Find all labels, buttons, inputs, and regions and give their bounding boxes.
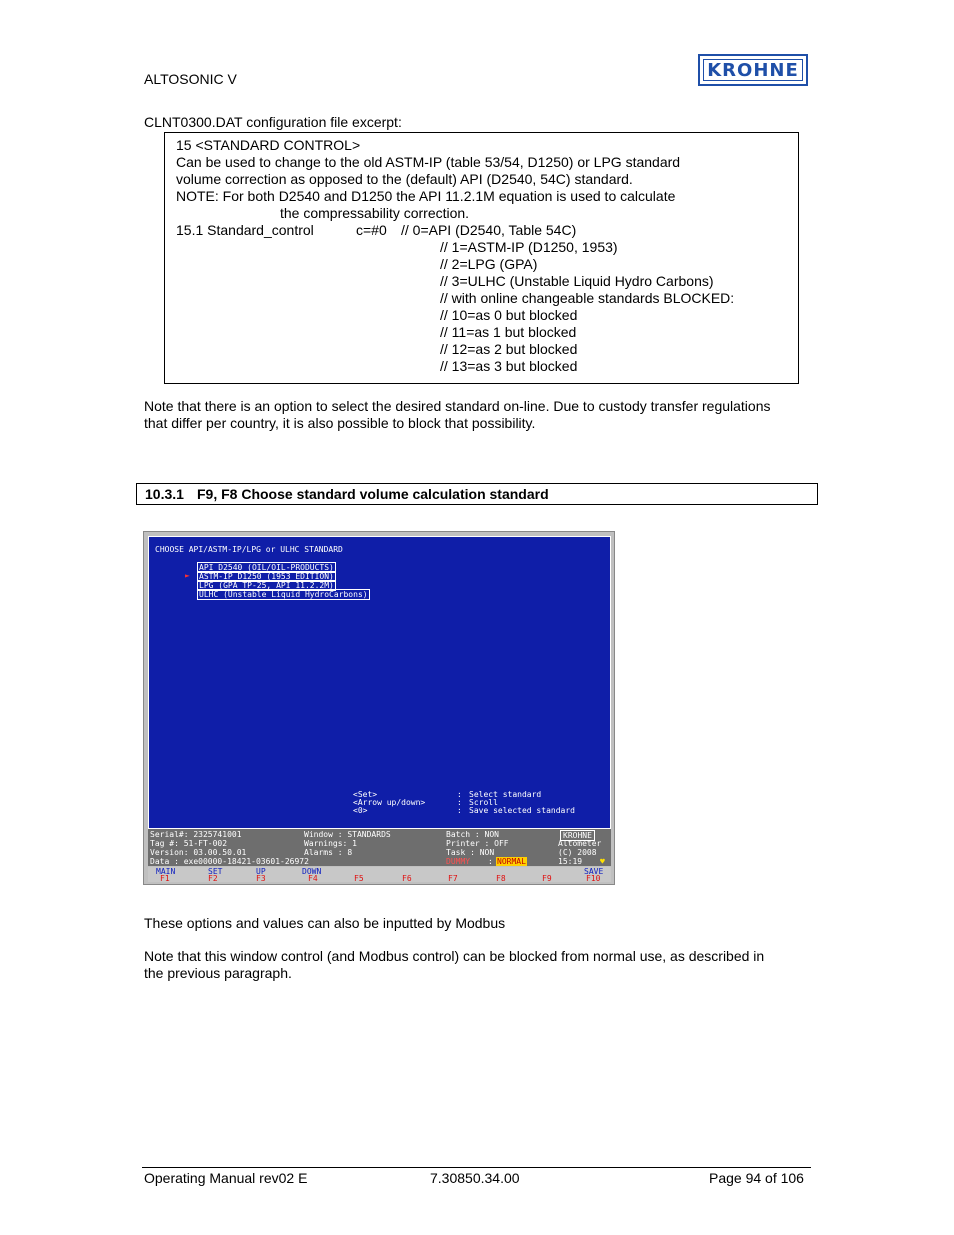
option-ulhc[interactable]: ULHC (Unstable Liquid HydroCarbons) xyxy=(199,590,368,599)
help-sep: : xyxy=(457,790,462,799)
fkey-f8[interactable]: F8 xyxy=(496,874,506,883)
fkey-f10[interactable]: F10 xyxy=(586,874,601,883)
status-alarms: Alarms : 8 xyxy=(304,848,353,857)
config-caption: CLNT0300.DAT configuration file excerpt: xyxy=(144,114,402,130)
status-version: Version: 03.00.50.01 xyxy=(150,848,247,857)
config-line: 15.1 Standard_control xyxy=(176,222,314,238)
selection-marker-icon: ► xyxy=(185,571,190,580)
status-printer: Printer : OFF xyxy=(446,839,509,848)
fkey-f7[interactable]: F7 xyxy=(448,874,458,883)
option-lpg[interactable]: LPG (GPA TP-25, API 11.2.2M) xyxy=(199,581,334,590)
help-key: <0> xyxy=(353,806,368,815)
fkey-f2[interactable]: F2 xyxy=(208,874,218,883)
note-line: the previous paragraph. xyxy=(144,965,292,981)
fkey-label-save[interactable]: SAVE xyxy=(584,867,604,876)
fkey-f4[interactable]: F4 xyxy=(308,874,318,883)
status-time: 15:19 xyxy=(558,857,583,866)
note-line: that differ per country, it is also possible to block that possibility. xyxy=(144,415,536,431)
fkey-f5[interactable]: F5 xyxy=(354,874,364,883)
fkey-label-main[interactable]: MAIN xyxy=(156,867,176,876)
config-line: // 2=LPG (GPA) xyxy=(440,256,538,272)
footer-page: Page 94 of 106 xyxy=(709,1170,804,1186)
help-sep: : xyxy=(457,806,462,815)
note-line: Note that there is an option to select the desired standard on-line. Due to custody transfer regulations xyxy=(144,398,771,414)
app-screenshot xyxy=(143,531,615,885)
config-line: volume correction as opposed to the (default) API (D2540, 54C) standard. xyxy=(176,171,633,187)
status-window: Window : STANDARDS xyxy=(304,830,391,839)
status-warnings: Warnings: 1 xyxy=(304,839,357,848)
config-line: the compressability correction. xyxy=(280,205,470,221)
section-title: F9, F8 Choose standard volume calculation standard xyxy=(197,486,549,502)
krohne-logo-text: KROHNE xyxy=(703,59,803,81)
status-normal-badge: NORMAL xyxy=(497,857,526,866)
fkey-f6[interactable]: F6 xyxy=(402,874,412,883)
help-desc: Scroll xyxy=(469,798,498,807)
config-line: // with online changeable standards BLOCKED: xyxy=(440,290,735,306)
config-line: 15 <STANDARD CONTROL> xyxy=(176,137,361,153)
footer-manual: Operating Manual rev02 E xyxy=(144,1170,308,1186)
footer-divider xyxy=(142,1167,811,1168)
config-line: // 12=as 2 but blocked xyxy=(440,341,578,357)
config-line: // 1=ASTM-IP (D1250, 1953) xyxy=(440,239,618,255)
option-astm-ip-d1250[interactable]: ASTM-IP D1250 (1953 EDITION) xyxy=(199,572,334,581)
fkey-f3[interactable]: F3 xyxy=(256,874,266,883)
status-panel xyxy=(148,829,611,866)
status-tag: Tag #: 51-FT-002 xyxy=(150,839,228,848)
status-serial: Serial#: 2325741001 xyxy=(150,830,242,839)
help-desc: Save selected standard xyxy=(469,806,575,815)
status-copyright: (C) 2008 xyxy=(558,848,597,857)
config-line: NOTE: For both D2540 and D1250 the API 11.2.1M equation is used to calculate xyxy=(176,188,676,204)
config-line: c=#0 xyxy=(356,222,387,238)
status-krohne-logo: KROHNE xyxy=(560,830,595,841)
footer-docnumber: 7.30850.34.00 xyxy=(430,1170,520,1186)
config-line: // 3=ULHC (Unstable Liquid Hydro Carbons) xyxy=(440,273,714,289)
config-line: // 0=API (D2540, Table 54C) xyxy=(401,222,577,238)
function-key-bar xyxy=(148,867,611,882)
krohne-logo xyxy=(698,54,808,86)
status-task: Task : NON xyxy=(446,848,495,857)
config-line: Can be used to change to the old ASTM-IP (table 53/54, D1250) or LPG standard xyxy=(176,154,681,170)
modbus-note: These options and values can also be inputted by Modbus xyxy=(144,915,506,931)
help-sep: : xyxy=(457,798,462,807)
help-key: <Arrow up/down> xyxy=(353,798,426,807)
standard-select-screen xyxy=(148,536,611,829)
config-line: // 11=as 1 but blocked xyxy=(440,324,577,340)
status-altometer: Altometer xyxy=(558,839,602,848)
header-product: ALTOSONIC V xyxy=(144,71,237,87)
screen-title: CHOOSE API/ASTM-IP/LPG or ULHC STANDARD xyxy=(155,545,343,554)
section-number: 10.3.1 xyxy=(145,486,184,502)
option-api-d2540[interactable]: API D2540 (OIL/OIL-PRODUCTS) xyxy=(199,563,334,572)
note-line: Note that this window control (and Modbus control) can be blocked from normal use, as described in xyxy=(144,948,765,964)
config-line: // 10=as 0 but blocked xyxy=(440,307,578,323)
fkey-label-up[interactable]: UP xyxy=(256,867,266,876)
config-line: // 13=as 3 but blocked xyxy=(440,358,578,374)
fkey-f1[interactable]: F1 xyxy=(160,874,170,883)
fkey-f9[interactable]: F9 xyxy=(542,874,552,883)
section-heading xyxy=(136,483,818,505)
help-desc: Select standard xyxy=(469,790,542,799)
heart-icon: ♥ xyxy=(600,857,605,866)
status-dummy: DUMMY xyxy=(446,857,471,866)
fkey-label-down[interactable]: DOWN xyxy=(302,867,322,876)
status-sep: : xyxy=(488,857,493,866)
status-batch: Batch : NON xyxy=(446,830,499,839)
status-data: Data : exe00000-18421-03601-26972 xyxy=(150,857,309,866)
fkey-label-set[interactable]: SET xyxy=(208,867,223,876)
config-box xyxy=(164,132,799,384)
help-key: <Set> xyxy=(353,790,378,799)
